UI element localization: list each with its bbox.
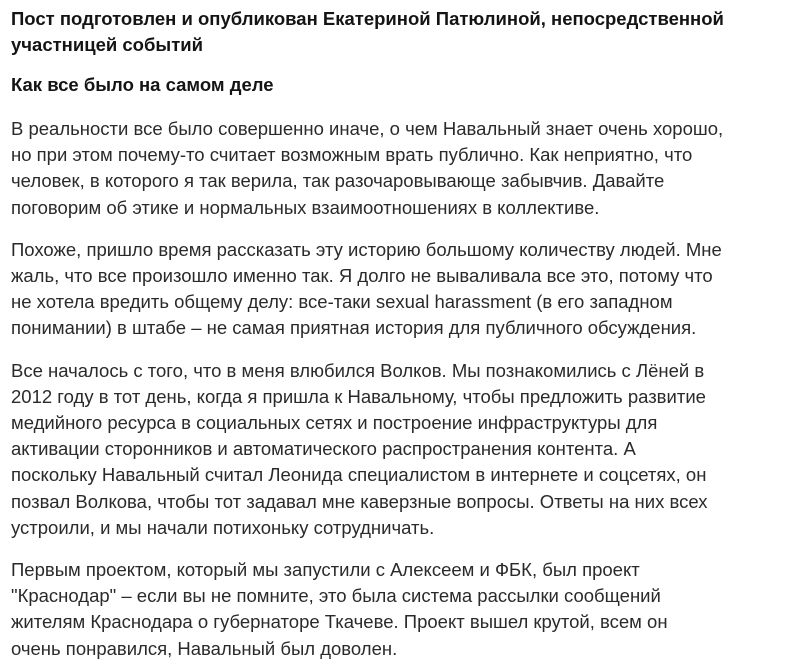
paragraph-line: Все началось с того, что в меня влюбился Волков. Мы познакомились с Лёней в	[11, 359, 705, 381]
paragraph-line: позвал Волкова, чтобы тот задавал мне каверзные вопросы. Ответы на них всех	[11, 490, 708, 512]
post-title	[11, 6, 793, 58]
paragraph-line: медийного ресурса в социальных сетях и построение инфраструктуры для	[11, 412, 658, 434]
paragraph-2	[11, 237, 793, 342]
title-line: Пост подготовлен и опубликован Екатериной Патюлиной, непосредственной	[11, 8, 724, 29]
paragraph-line: устроили, и мы начали потихоньку сотрудничать.	[11, 516, 435, 538]
paragraph-line: жителям Краснодара о губернаторе Ткачеве. Проект вышел крутой, всем он	[11, 611, 668, 633]
section-heading: Как все было на самом деле	[11, 74, 274, 95]
article	[11, 6, 793, 662]
paragraph-line: жаль, что все произошло именно так. Я долго не вываливала все это, потому что	[11, 265, 713, 287]
paragraph-line: 2012 году в тот день, когда я пришла к Навальному, чтобы предложить развитие	[11, 385, 706, 407]
paragraph-line: Первым проектом, который мы запустили с Алексеем и ФБК, был проект	[11, 559, 640, 581]
paragraph-1	[11, 116, 793, 221]
paragraph-line: активации сторонников и автоматического распространения контента. А	[11, 438, 636, 460]
paragraph-line: поскольку Навальный считал Леонида специалистом в интернете и соцсетях, он	[11, 464, 707, 486]
paragraph-line: не хотела вредить общему делу: все-таки sexual harassment (в его западном	[11, 291, 673, 313]
paragraph-line: понимании) в штабе – не самая приятная история для публичного обсуждения.	[11, 317, 697, 339]
paragraph-line: "Краснодар" – если вы не помните, это была система рассылки сообщений	[11, 585, 661, 607]
paragraph-line: Похоже, пришло время рассказать эту историю большому количеству людей. Мне	[11, 238, 722, 260]
paragraph-line: очень понравился, Навальный был доволен.	[11, 637, 398, 659]
title-line: участницей событий	[11, 34, 204, 55]
paragraph-line: В реальности все было совершенно иначе, о чем Навальный знает очень хорошо,	[11, 118, 724, 139]
paragraph-4	[11, 557, 793, 662]
paragraph-line: поговорим об этике и нормальных взаимоотношениях в коллективе.	[11, 196, 600, 218]
paragraph-line: человек, в которого я так верила, так разочаровывающе забывчив. Давайте	[11, 170, 665, 192]
paragraph-3	[11, 358, 793, 541]
paragraph-line: но при этом почему-то считает возможным врать публично. Как неприятно, что	[11, 144, 693, 166]
